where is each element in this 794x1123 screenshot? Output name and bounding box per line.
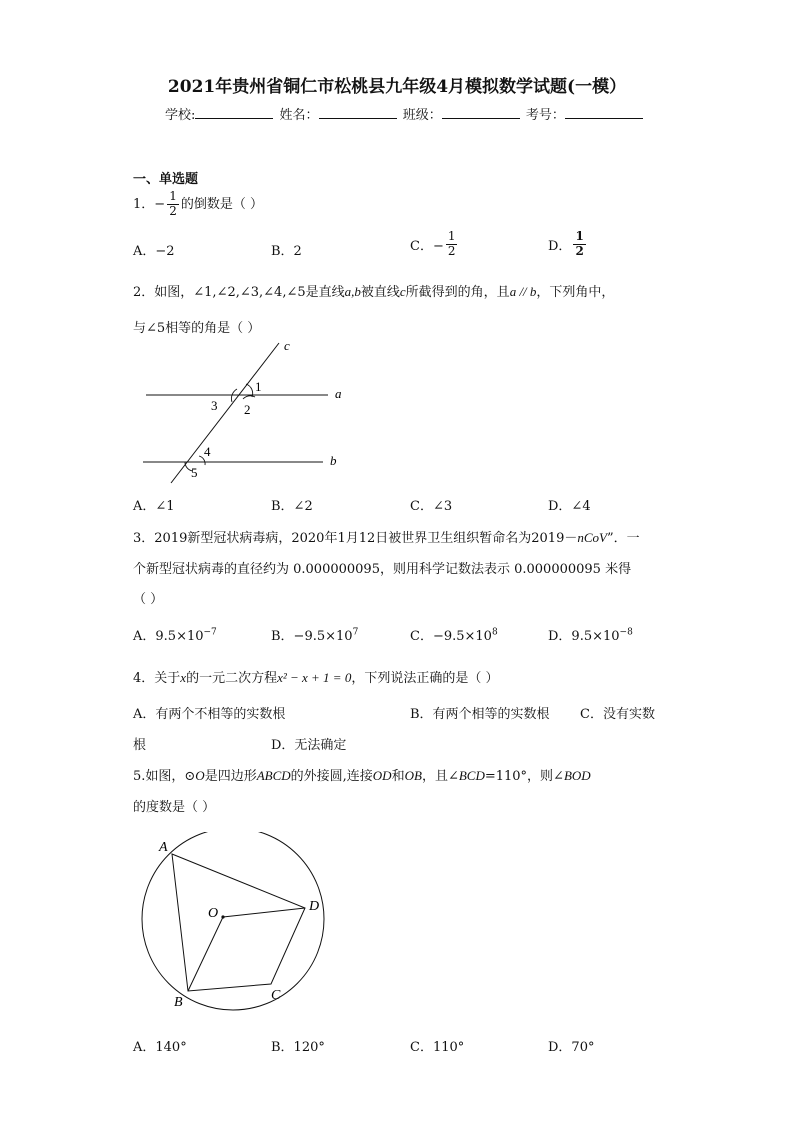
- school-blank[interactable]: [195, 106, 273, 119]
- q1-minus: −: [154, 196, 166, 212]
- q1-d-fraction: [573, 230, 585, 259]
- section-heading: 一、单选题: [133, 172, 199, 187]
- q1-fraction: [167, 190, 179, 219]
- q5-text-a: 5.如图，⊙: [133, 769, 196, 784]
- q3-d-exp: −8: [619, 627, 633, 638]
- page-title: 2021年贵州省铜仁市松桃县九年级4月模拟数学试题(一模）: [167, 77, 627, 97]
- q4-text-b: 的一元二次方程: [186, 671, 278, 686]
- label-5: 5: [191, 465, 198, 480]
- question-2-line-1: [133, 281, 614, 300]
- number-blank[interactable]: [565, 106, 643, 119]
- q4-option-b[interactable]: B．有两个相等的实数根: [410, 707, 550, 722]
- q5-var-od: OD: [372, 768, 392, 783]
- q1-frac-den: 2: [169, 203, 177, 218]
- q3-c-exp: 8: [491, 627, 498, 638]
- q3-d-base: D．9.5×10: [548, 629, 620, 644]
- q4-option-c[interactable]: C．没有实数: [580, 707, 655, 722]
- q1-option-c[interactable]: [410, 230, 459, 259]
- q5-option-d[interactable]: D．70°: [548, 1040, 595, 1055]
- q2-text-f: ，下列角中，: [536, 285, 615, 300]
- q2-parallel: a // b: [509, 284, 537, 299]
- q5-option-c[interactable]: C．110°: [410, 1040, 465, 1055]
- q3-option-b[interactable]: [271, 625, 358, 644]
- q5-figure-circle: [135, 832, 335, 1012]
- name-label: 姓名：: [279, 108, 319, 123]
- q1-option-b[interactable]: B．2: [271, 244, 302, 259]
- q4-equation: x² − x + 1 = 0: [277, 670, 352, 685]
- center-point-o: [221, 915, 224, 918]
- q1-c-num: 1: [447, 229, 456, 243]
- q3-option-a[interactable]: [133, 625, 217, 644]
- q4-text-a: 4．关于: [133, 671, 181, 686]
- q1-d-num: 1: [575, 229, 584, 243]
- q2-text-a: 2．如图，∠1,∠2,∠3,∠4,∠5是直线: [133, 285, 345, 300]
- school-label: 学校:: [165, 108, 196, 123]
- student-info-line: [165, 104, 645, 123]
- q4-option-c-continued: 根: [133, 738, 147, 753]
- label-3: 3: [211, 398, 218, 413]
- q1-c-prefix: C．−: [410, 238, 444, 254]
- q3-text-c: ”．一: [606, 531, 640, 546]
- q2-option-a[interactable]: A．∠1: [133, 499, 175, 514]
- label-B: B: [174, 995, 183, 1010]
- label-a: a: [335, 386, 342, 401]
- q5-var-ob: OB: [404, 768, 422, 783]
- q5-var-bcd: BCD: [458, 768, 485, 783]
- q3-text-a: 3．2019新型冠状病毒病，2020年1月12日被世界卫生组织暂命名为2019－: [133, 531, 578, 546]
- q1-number: 1．: [133, 196, 155, 212]
- q5-text-e: ，且∠: [421, 769, 459, 784]
- q1-c-den: 2: [447, 243, 456, 258]
- label-2: 2: [244, 402, 251, 417]
- class-blank[interactable]: [442, 106, 520, 119]
- q1-d-den: 2: [575, 243, 584, 258]
- label-b: b: [330, 453, 337, 468]
- number-label: 考号：: [525, 108, 565, 123]
- question-2-line-2: 与∠5相等的角是（ ）: [133, 321, 261, 336]
- segment-od: [223, 908, 305, 917]
- q2-option-c[interactable]: C．∠3: [410, 499, 453, 514]
- q4-option-a[interactable]: A．有两个不相等的实数根: [133, 707, 286, 722]
- q2-var-ab: a,b: [344, 284, 361, 299]
- q5-text-d: 和: [391, 769, 405, 784]
- circumcircle: [142, 832, 324, 1010]
- label-C: C: [271, 988, 281, 1003]
- q4-option-d[interactable]: D．无法确定: [271, 738, 347, 753]
- q3-a-exp: −7: [203, 627, 217, 638]
- question-1-stem: [133, 190, 263, 219]
- q5-text-f: =110°，则∠: [484, 769, 564, 784]
- q4-var-x: x: [180, 670, 187, 685]
- q1-text: 的倒数是（ ）: [180, 196, 263, 212]
- label-O: O: [208, 906, 219, 921]
- label-c: c: [284, 338, 290, 353]
- name-blank[interactable]: [319, 106, 397, 119]
- q5-var-bod: BOD: [563, 768, 591, 783]
- q5-option-a[interactable]: A．140°: [133, 1040, 187, 1055]
- question-3-line-1: [133, 527, 640, 546]
- q5-option-b[interactable]: B．120°: [271, 1040, 325, 1055]
- q5-text-b: 是四边形: [204, 769, 257, 784]
- q3-a-base: A．9.5×10: [133, 629, 204, 644]
- q2-figure-parallel-lines: [133, 335, 363, 485]
- q3-c-base: C．−9.5×10: [410, 629, 492, 644]
- quadrilateral-abcd: [172, 854, 305, 991]
- q2-text-b: 被直线: [360, 285, 400, 300]
- question-3-line-3: （ ）: [133, 592, 164, 607]
- label-A: A: [159, 840, 168, 855]
- q3-option-d[interactable]: [548, 625, 633, 644]
- q5-text-c: 的外接圆,连接: [290, 769, 373, 784]
- q2-var-c: c: [399, 284, 406, 299]
- label-4: 4: [204, 444, 211, 459]
- question-5-line-2: 的度数是（ ）: [133, 800, 216, 815]
- label-1: 1: [255, 379, 262, 394]
- q2-option-d[interactable]: D．∠4: [548, 499, 591, 514]
- q3-option-c[interactable]: [410, 625, 498, 644]
- q1-option-a[interactable]: A．−2: [133, 244, 175, 259]
- question-5-line-1: [133, 765, 591, 784]
- q1-d-prefix: D．: [548, 238, 572, 254]
- label-D: D: [309, 899, 320, 914]
- question-3-line-2: 个新型冠状病毒的直径约为 0.000000095，则用科学记数法表示 0.000000095 米得: [133, 562, 632, 577]
- q3-b-exp: 7: [352, 627, 359, 638]
- segment-ob: [188, 917, 223, 991]
- q3-b-base: B．−9.5×10: [271, 629, 353, 644]
- class-label: 班级：: [402, 108, 442, 123]
- q2-option-b[interactable]: B．∠2: [271, 499, 313, 514]
- q1-option-d[interactable]: [548, 230, 588, 259]
- q1-frac-num: 1: [169, 189, 177, 203]
- q5-var-abcd: ABCD: [256, 768, 291, 783]
- question-4-line-1: [133, 667, 498, 686]
- q5-var-o: O: [195, 768, 205, 783]
- q3-ncov: nCoV: [577, 530, 607, 545]
- q1-c-fraction: [446, 230, 458, 259]
- q2-text-d: 所截得到的角，且: [405, 285, 510, 300]
- q4-text-c: ，下列说法正确的是（ ）: [351, 671, 499, 686]
- angle-2-arc: [243, 396, 255, 399]
